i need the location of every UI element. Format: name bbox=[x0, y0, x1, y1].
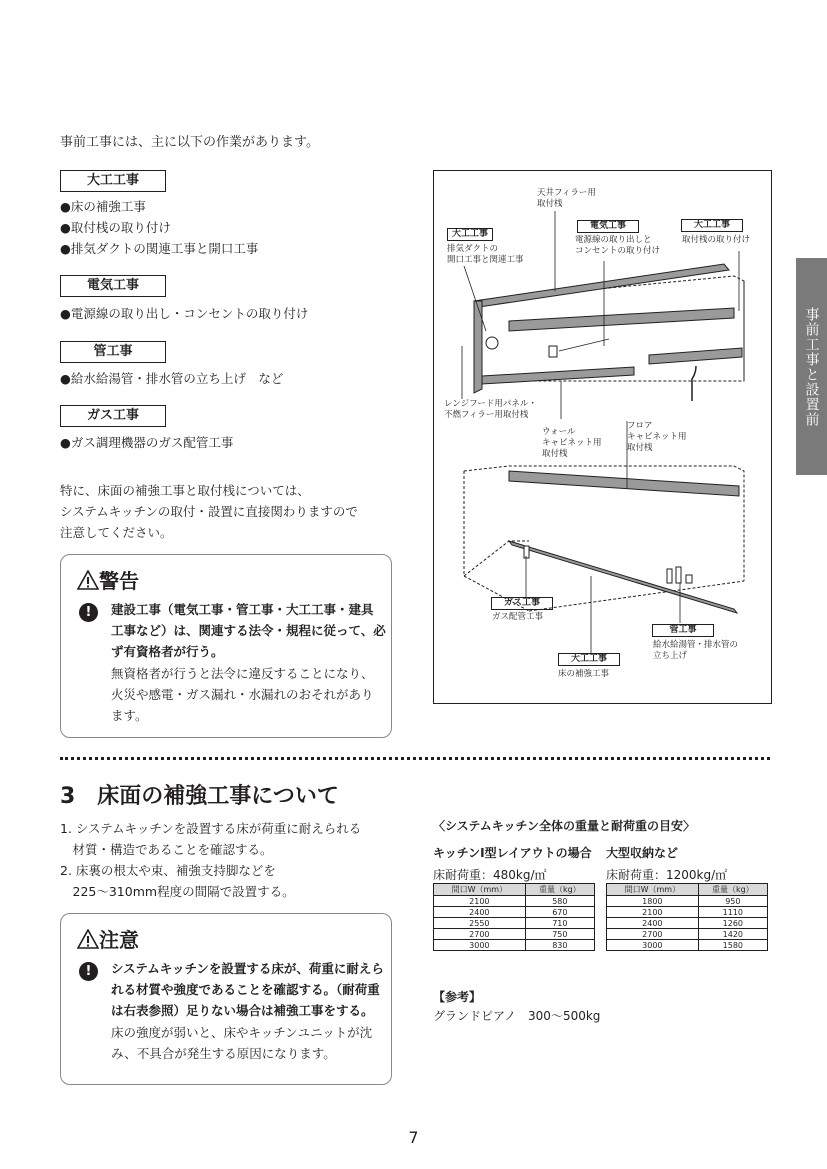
table-cell: 670 bbox=[525, 907, 594, 918]
left-table-caption: キッチンI型レイアウトの場合 bbox=[433, 846, 592, 860]
table-cell: 3000 bbox=[607, 940, 699, 951]
label-floor-cabinet bbox=[627, 421, 687, 454]
box-denki: 電気工事 bbox=[577, 220, 639, 233]
label-line: 取付桟の取り付け bbox=[682, 235, 751, 245]
table-cell: 710 bbox=[525, 918, 594, 929]
table-cell: 950 bbox=[698, 896, 767, 907]
label-line: キャビネット用 bbox=[627, 432, 687, 442]
table-row bbox=[434, 907, 595, 918]
paragraph-line: 注意してください。 bbox=[60, 525, 173, 540]
table-cell: 2550 bbox=[434, 918, 526, 929]
box-daiku-1: 大工工事 bbox=[447, 228, 493, 241]
warning-line: 工事など）は、関連する法令・規程に従って、必 bbox=[111, 623, 386, 638]
paragraph-line: システムキッチンの取付・設置に直接関わりますので bbox=[60, 504, 358, 519]
label-plumbing bbox=[653, 640, 738, 662]
table-cell: 1260 bbox=[698, 918, 767, 929]
caution-box bbox=[60, 913, 392, 1085]
table-row bbox=[434, 896, 595, 907]
warning-line: 建設工事（電気工事・管工事・大工工事・建具 bbox=[111, 602, 374, 617]
label-duct bbox=[447, 244, 524, 266]
table-row bbox=[607, 907, 768, 918]
intro-text: 事前工事には、主に以下の作業があります。 bbox=[60, 135, 319, 150]
right-table-load: 床耐荷重：1200kg/㎡ bbox=[606, 868, 728, 882]
table-cell: 2700 bbox=[607, 929, 699, 940]
label-line: フロア bbox=[627, 421, 653, 431]
exclamation-icon: ! bbox=[79, 962, 98, 981]
table-cell: 2400 bbox=[607, 918, 699, 929]
caution-line: み、不具合が発生する原因になります。 bbox=[111, 1046, 336, 1061]
exclamation-icon: ! bbox=[79, 603, 98, 622]
label-line: 給水給湯管・排水管の bbox=[653, 640, 739, 650]
warning-title-text: 警告 bbox=[99, 569, 139, 593]
box-daiku-3: 大工工事 bbox=[558, 653, 620, 666]
label-line: 取付桟 bbox=[537, 199, 563, 209]
caution-triangle-icon bbox=[77, 929, 99, 949]
table-row bbox=[607, 896, 768, 907]
label-line: 排気ダクトの bbox=[447, 244, 499, 254]
caution-line: 床の強度が弱いと、床やキッチンユニットが沈 bbox=[111, 1025, 373, 1040]
table-cell: 2100 bbox=[434, 896, 526, 907]
table-row bbox=[434, 929, 595, 940]
construction-diagram bbox=[433, 170, 772, 704]
list-item: ●給水給湯管・排水管の立ち上げ など bbox=[60, 371, 284, 386]
label-line: 開口工事と関連工事 bbox=[447, 255, 524, 265]
paragraph-line: 特に、床面の補強工事と取付桟については、 bbox=[60, 483, 310, 498]
warning-triangle-icon bbox=[77, 570, 99, 590]
warning-line: ず有資格者が行う。 bbox=[111, 644, 224, 659]
warning-line: 火災や感電・ガス漏れ・水漏れのおそれがあり bbox=[111, 687, 374, 702]
table-cell: 1580 bbox=[698, 940, 767, 951]
list-item: ●排気ダクトの関連工事と開口工事 bbox=[60, 241, 259, 256]
table-header: 間口W（mm） bbox=[434, 884, 526, 896]
caution-line: システムキッチンを設置する床が、荷重に耐えら bbox=[111, 961, 384, 976]
table-cell: 3000 bbox=[434, 940, 526, 951]
box-gas: ガス工事 bbox=[491, 597, 553, 610]
table-cell: 1110 bbox=[698, 907, 767, 918]
list-item: ●電源線の取り出し・コンセントの取り付け bbox=[60, 306, 309, 321]
numbered-list bbox=[60, 818, 420, 902]
table-header: 重量（kg） bbox=[698, 884, 767, 896]
label-line: コンセントの取り付け bbox=[575, 246, 661, 256]
warning-box bbox=[60, 554, 392, 738]
label-line: 不燃フィラー用取付桟 bbox=[444, 410, 529, 420]
box-daiku-2: 大工工事 bbox=[681, 219, 743, 232]
list-item: ●取付桟の取り付け bbox=[60, 220, 171, 235]
table-cell: 1800 bbox=[607, 896, 699, 907]
reference-value: グランドピアノ 300〜500kg bbox=[433, 1009, 601, 1023]
label-line: 取付桟 bbox=[627, 443, 653, 453]
section-heading: 3 床面の補強工事について bbox=[60, 784, 339, 809]
label-ceiling bbox=[537, 188, 596, 210]
right-table-caption: 大型収納など bbox=[606, 846, 679, 860]
table-cell: 1420 bbox=[698, 929, 767, 940]
label-line: 天井フィラー用 bbox=[537, 188, 596, 198]
label-wall-cabinet bbox=[542, 427, 602, 460]
right-weight-table bbox=[606, 883, 768, 951]
table-cell: 2700 bbox=[434, 929, 526, 940]
list-item: 225〜310mm程度の間隔で設置する。 bbox=[60, 884, 295, 899]
box-kan: 管工事 bbox=[652, 624, 714, 637]
table-row bbox=[607, 929, 768, 940]
page-number: 7 bbox=[408, 1128, 419, 1147]
label-power bbox=[575, 235, 660, 257]
table-row bbox=[607, 918, 768, 929]
list-item: 材質・構造であることを確認する。 bbox=[60, 842, 273, 857]
caution-title bbox=[77, 924, 139, 953]
table-cell: 580 bbox=[525, 896, 594, 907]
label-line: 取付桟 bbox=[542, 449, 568, 459]
section-divider bbox=[60, 757, 770, 760]
label-line: ウォール bbox=[542, 427, 576, 437]
left-weight-table bbox=[433, 883, 595, 951]
warning-title bbox=[77, 565, 139, 594]
table-row bbox=[434, 918, 595, 929]
table-cell: 2100 bbox=[607, 907, 699, 918]
label-line: 立ち上げ bbox=[653, 651, 688, 661]
label-gas: ガス工事 bbox=[60, 405, 166, 427]
label-line: 電源線の取り出しと bbox=[575, 235, 652, 245]
side-tab: 事前工事と設置前 bbox=[796, 258, 827, 475]
label-line: ガス配管工事 bbox=[492, 612, 544, 622]
list-item: ●ガス調理機器のガス配管工事 bbox=[60, 435, 234, 450]
label-range bbox=[444, 399, 537, 421]
note-paragraph bbox=[60, 480, 410, 543]
caution-line: れる材質や強度であることを確認する。（耐荷重 bbox=[111, 982, 380, 997]
table-header: 重量（kg） bbox=[525, 884, 594, 896]
left-table-load: 床耐荷重：480kg/㎡ bbox=[433, 868, 547, 882]
label-line: キャビネット用 bbox=[542, 438, 602, 448]
table-header: 間口W（mm） bbox=[607, 884, 699, 896]
table-row bbox=[607, 940, 768, 951]
table-row bbox=[434, 940, 595, 951]
caution-title-text: 注意 bbox=[99, 928, 139, 952]
label-daiku: 大工工事 bbox=[60, 170, 166, 192]
list-item: 2. 床裏の根太や束、補強支持脚などを bbox=[60, 863, 276, 878]
label-kan: 管工事 bbox=[60, 341, 166, 363]
table-cell: 830 bbox=[525, 940, 594, 951]
label-denki: 電気工事 bbox=[60, 275, 166, 297]
warning-line: ます。 bbox=[111, 708, 148, 723]
label-floor-reinforce bbox=[558, 669, 609, 680]
list-item: ●床の補強工事 bbox=[60, 199, 146, 214]
caution-line: は右表参照）足りない場合は補強工事をする。 bbox=[111, 1003, 374, 1018]
label-gas-piping bbox=[492, 612, 543, 623]
table-cell: 750 bbox=[525, 929, 594, 940]
label-line: レンジフード用パネル・ bbox=[444, 399, 537, 409]
list-item: 1. システムキッチンを設置する床が荷重に耐えられる bbox=[60, 821, 362, 836]
table-cell: 2400 bbox=[434, 907, 526, 918]
label-furring bbox=[682, 235, 750, 246]
reference-title: 【参考】 bbox=[433, 990, 482, 1004]
tables-title: 〈システムキッチン全体の重量と耐荷重の目安〉 bbox=[433, 819, 695, 833]
warning-line: 無資格者が行うと法令に違反することになり、 bbox=[111, 666, 374, 681]
label-line: 床の補強工事 bbox=[558, 669, 610, 679]
